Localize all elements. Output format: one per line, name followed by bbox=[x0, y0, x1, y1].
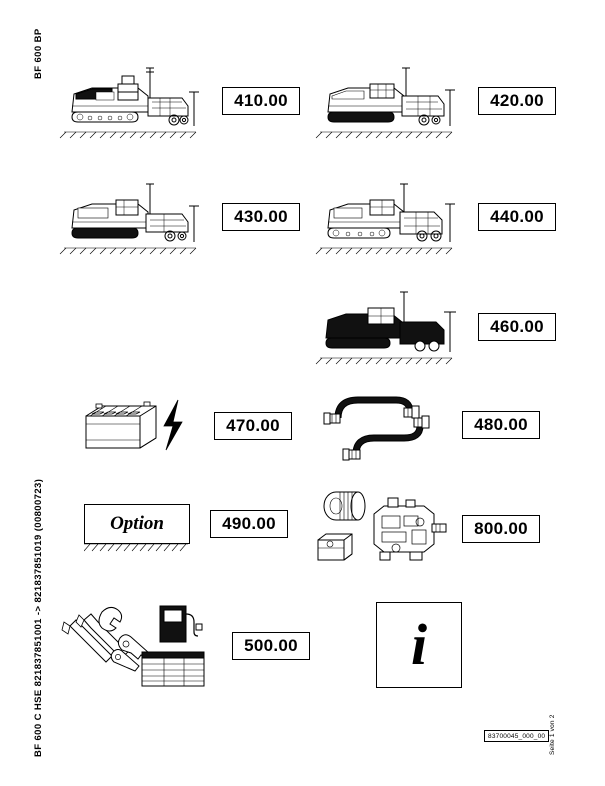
group-number-460: 460.00 bbox=[478, 313, 556, 341]
group-grid bbox=[56, 30, 551, 740]
group-number-480: 480.00 bbox=[462, 411, 540, 439]
page-number-label: Seite 1 von 2 bbox=[549, 714, 556, 755]
option-label-icon bbox=[84, 504, 190, 544]
group-cell-480[interactable] bbox=[322, 388, 540, 462]
paver-machine-icon bbox=[312, 178, 462, 256]
paver-machine-icon bbox=[312, 288, 462, 366]
group-cell-500[interactable] bbox=[60, 600, 310, 692]
serial-range-label: BF 600 C HSE 821837851001 -> 821837851019 (00800723) bbox=[33, 478, 44, 757]
group-number-430: 430.00 bbox=[222, 203, 300, 231]
info-symbol-cell[interactable] bbox=[376, 602, 462, 688]
group-cell-800[interactable] bbox=[310, 488, 540, 570]
information-icon bbox=[376, 602, 462, 688]
paver-machine-icon bbox=[312, 62, 462, 140]
group-number-800: 800.00 bbox=[462, 515, 540, 543]
option-label-text: Option bbox=[110, 513, 164, 534]
group-cell-490[interactable] bbox=[84, 504, 288, 544]
group-cell-470[interactable] bbox=[76, 390, 292, 462]
battery-electric-icon bbox=[76, 390, 200, 462]
group-cell-410[interactable] bbox=[56, 62, 300, 140]
group-number-500: 500.00 bbox=[232, 632, 310, 660]
group-number-420: 420.00 bbox=[478, 87, 556, 115]
group-number-440: 440.00 bbox=[478, 203, 556, 231]
hydraulic-pump-motor-icon bbox=[310, 488, 450, 570]
group-number-470: 470.00 bbox=[214, 412, 292, 440]
group-cell-420[interactable] bbox=[312, 62, 556, 140]
group-cell-460[interactable] bbox=[312, 288, 556, 366]
document-id-label: 83700045_000_00 bbox=[484, 730, 549, 742]
group-cell-430[interactable] bbox=[56, 178, 300, 256]
paver-machine-icon bbox=[56, 178, 206, 256]
paver-machine-icon bbox=[56, 62, 206, 140]
information-glyph: i bbox=[410, 612, 428, 677]
model-label: BF 600 BP bbox=[33, 28, 44, 79]
hydraulic-hoses-icon bbox=[322, 388, 448, 462]
tools-fuel-service-icon bbox=[60, 600, 220, 692]
group-cell-440[interactable] bbox=[312, 178, 556, 256]
group-number-490: 490.00 bbox=[210, 510, 288, 538]
group-number-410: 410.00 bbox=[222, 87, 300, 115]
